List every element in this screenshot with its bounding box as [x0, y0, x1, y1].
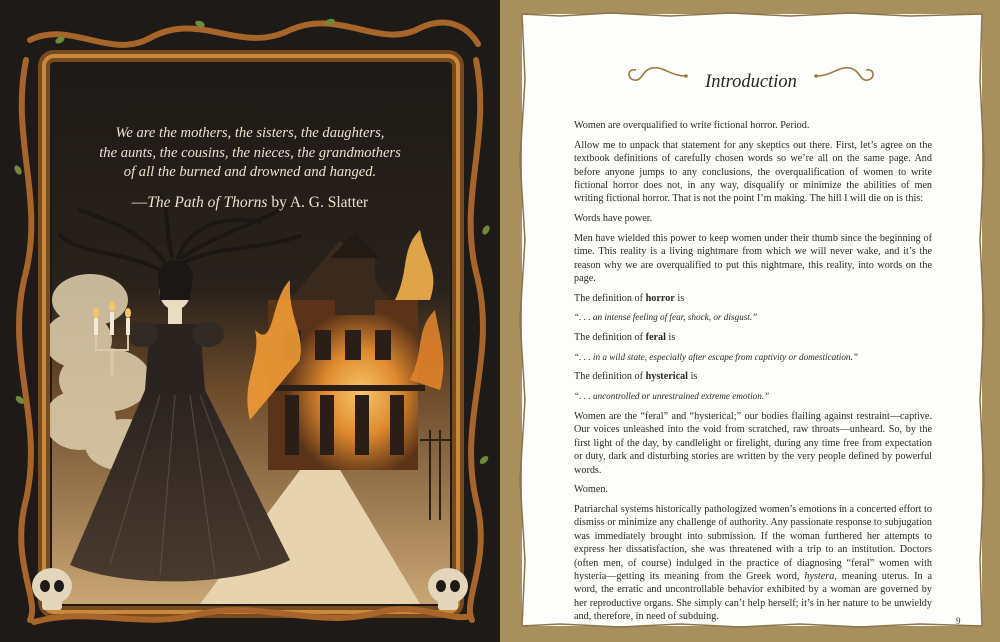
definition-quote: “. . . in a wild state, especially after escape from captivity or domestication.”: [574, 351, 858, 362]
page-number: 9: [956, 616, 961, 626]
paragraph: Men have wielded this power to keep women under their thumb since the beginning of time. This reality is a living nightmare from which we will never wake, and it’s the reason why we are overqualified to put this nightmare, this reality, into words on the page.: [574, 232, 932, 284]
defined-word: feral: [645, 332, 666, 344]
definition-prefix: The definition of: [574, 332, 646, 344]
paragraph: Women are the “feral” and “hysterical;” our bodies flailing against restraint—captive. Our voices unleashed into the void from scratched, raw throats—unheard. So, by the first light of the day, by candlelight or firelight, during any time free from expectation or duty, dark and disturbing stories are written by the very people defined by powerful words.: [574, 410, 932, 476]
paragraph: Women are overqualified to write fictional horror. Period.: [574, 120, 810, 131]
attribution-author: by A. G. Slatter: [267, 193, 369, 211]
attribution-title: The Path of Thorns: [147, 193, 268, 211]
epigraph-line: We are the mothers, the sisters, the daughters,: [115, 125, 385, 141]
definition-horror: [574, 292, 932, 305]
epigraph-attribution: [70, 194, 430, 212]
heading-block: [620, 58, 882, 108]
definition-feral: [574, 331, 932, 344]
flourish-right-icon: [812, 58, 882, 88]
defined-word: hysterical: [645, 371, 689, 383]
paragraph: Words have power.: [574, 213, 653, 225]
definition-quote: “. . . uncontrolled or unrestrained extreme emotion.”: [574, 391, 770, 402]
paragraph: [574, 503, 932, 624]
definition-prefix: The definition of: [574, 292, 646, 304]
paragraph: Women.: [574, 484, 608, 496]
definition-suffix: is: [674, 292, 685, 304]
attribution-dash: —: [131, 193, 148, 211]
right-page: [500, 0, 1000, 642]
paragraph: Allow me to unpack that statement for any skeptics out there. First, let’s agree on the textbook definitions of carefully chosen words so we’re all on the same page. And before anyone jumps to any conclusions, the overqualification of women to write fictional horror does not, in any way, disqualify or minimize the abilities of men writing fictional horror. That is not the point I’m making. The hill I will die on is this:: [574, 139, 932, 205]
epigraph-line: of all the burned and drowned and hanged.: [123, 164, 377, 180]
definition-prefix: The definition of: [574, 371, 646, 383]
defined-word: horror: [645, 292, 675, 304]
body-text: [574, 119, 932, 630]
definition-quote: “. . . an intense feeling of fear, shock, or disgust.”: [574, 312, 758, 323]
definition-hysterical: [574, 370, 932, 383]
greek-word: hystera: [804, 570, 835, 582]
paragraph-part: , meaning uterus. In a word, the erratic and uncontrollable behavior exhibited by a woman are governed by her reproductive organs. She simply can’t help herself; it’s in her nature to be unwieldy and, therefore, in need of subduing.: [574, 570, 933, 623]
definition-suffix: is: [665, 332, 676, 344]
epigraph: [70, 124, 430, 212]
paragraph-part: Patriarchal systems historically pathologized women’s emotions in a concerted effort to dismiss or minimize any challenge of authority. Any passionate response to subjugation was immediately brought into submission. If the woman furthered her attempts to express her dissatisfaction, she was threatened with a trip to an institution. Doctors (often men, of course) indulged in the practice of diagnosing “feral” women with hysteria—getting its meaning from the Greek word,: [574, 503, 932, 582]
page-title: Introduction: [705, 72, 797, 92]
epigraph-line: the aunts, the cousins, the nieces, the grandmothers: [99, 144, 401, 161]
definition-suffix: is: [688, 371, 698, 383]
